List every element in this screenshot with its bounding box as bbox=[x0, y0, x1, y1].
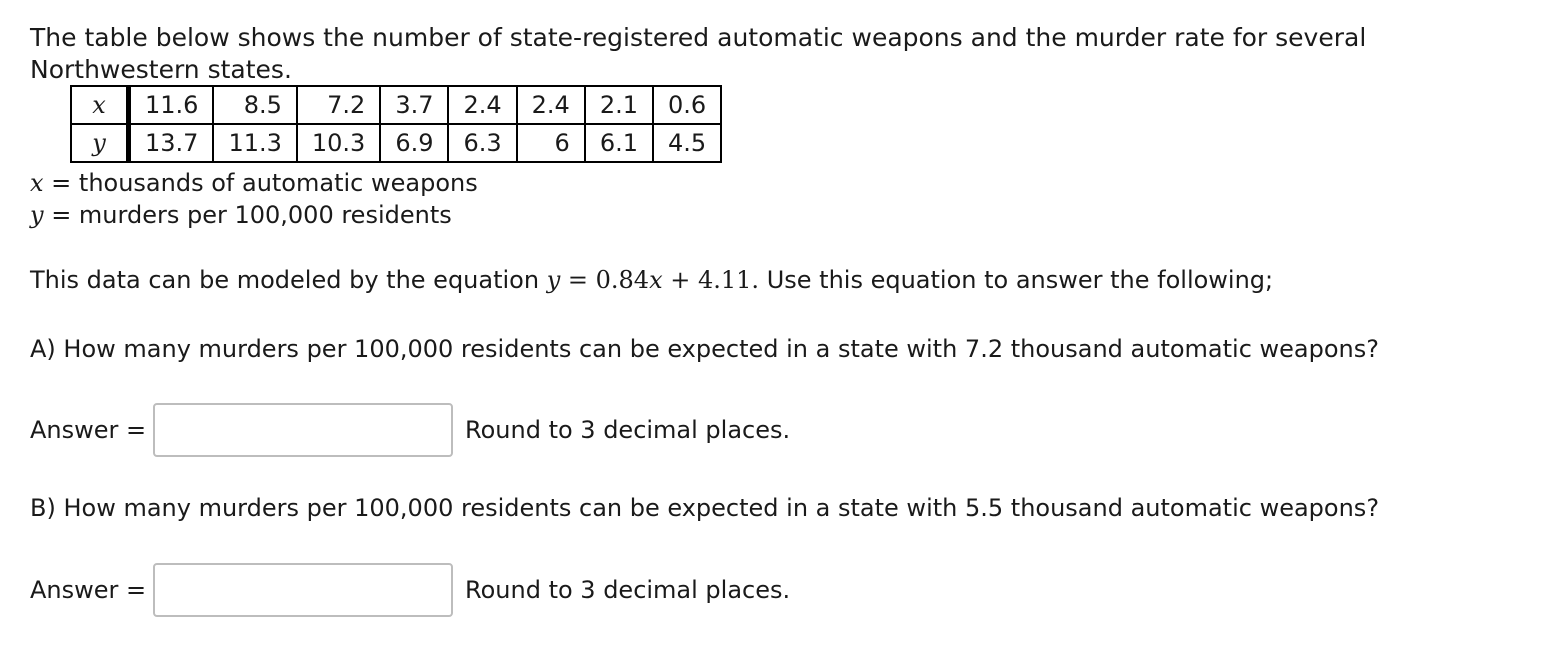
x-definition-text: = thousands of automatic weapons bbox=[43, 169, 478, 197]
table-cell: 8.5 bbox=[213, 86, 296, 124]
answer-a-hint: Round to 3 decimal places. bbox=[465, 416, 791, 444]
equation-y: y bbox=[546, 266, 561, 294]
answer-a-label: Answer = bbox=[30, 416, 147, 444]
x-header-cell: x bbox=[71, 86, 129, 124]
answer-row-b bbox=[30, 560, 790, 620]
answer-b-label: Answer = bbox=[30, 576, 147, 604]
y-header-cell: y bbox=[71, 124, 129, 162]
table-cell: 2.4 bbox=[517, 86, 585, 124]
intro-line-1: The table below shows the number of state-registered automatic weapons and the murder rate for several bbox=[30, 23, 1367, 52]
question-b: B) How many murders per 100,000 residents can be expected in a state with 5.5 thousand automatic weapons? bbox=[30, 494, 1380, 522]
table-cell: 10.3 bbox=[297, 124, 380, 162]
table-cell: 11.6 bbox=[129, 86, 214, 124]
variable-definitions bbox=[30, 167, 478, 231]
model-text-before: This data can be modeled by the equation bbox=[30, 266, 547, 294]
answer-b-hint: Round to 3 decimal places. bbox=[465, 576, 791, 604]
y-definition bbox=[30, 199, 478, 231]
y-definition-text: = murders per 100,000 residents bbox=[43, 201, 452, 229]
table-row-y bbox=[71, 124, 721, 162]
x-definition bbox=[30, 167, 478, 199]
equation-const: + 4.11. bbox=[662, 266, 760, 294]
table-cell: 4.5 bbox=[653, 124, 721, 162]
table-cell: 13.7 bbox=[129, 124, 214, 162]
table-cell: 6.3 bbox=[448, 124, 516, 162]
answer-b-input[interactable] bbox=[153, 563, 453, 617]
equation-coef: = 0.84 bbox=[560, 266, 650, 294]
table-cell: 6.9 bbox=[380, 124, 448, 162]
intro-line-2: Northwestern states. bbox=[30, 55, 292, 84]
table-cell: 0.6 bbox=[653, 86, 721, 124]
table-cell: 3.7 bbox=[380, 86, 448, 124]
model-statement bbox=[30, 266, 1273, 294]
y-variable: y bbox=[30, 201, 44, 229]
equation-x: x bbox=[649, 266, 663, 294]
data-table bbox=[70, 85, 722, 163]
table-cell: 6.1 bbox=[585, 124, 653, 162]
table-cell: 2.1 bbox=[585, 86, 653, 124]
model-text-after: Use this equation to answer the following; bbox=[759, 266, 1274, 294]
table-cell: 2.4 bbox=[448, 86, 516, 124]
question-a: A) How many murders per 100,000 residents can be expected in a state with 7.2 thousand automatic weapons? bbox=[30, 335, 1380, 363]
table-cell: 11.3 bbox=[213, 124, 296, 162]
x-variable: x bbox=[30, 169, 44, 197]
problem-intro bbox=[30, 22, 1366, 86]
table-cell: 6 bbox=[517, 124, 585, 162]
answer-row-a bbox=[30, 400, 790, 460]
answer-a-input[interactable] bbox=[153, 403, 453, 457]
table-cell: 7.2 bbox=[297, 86, 380, 124]
table-row-x bbox=[71, 86, 721, 124]
